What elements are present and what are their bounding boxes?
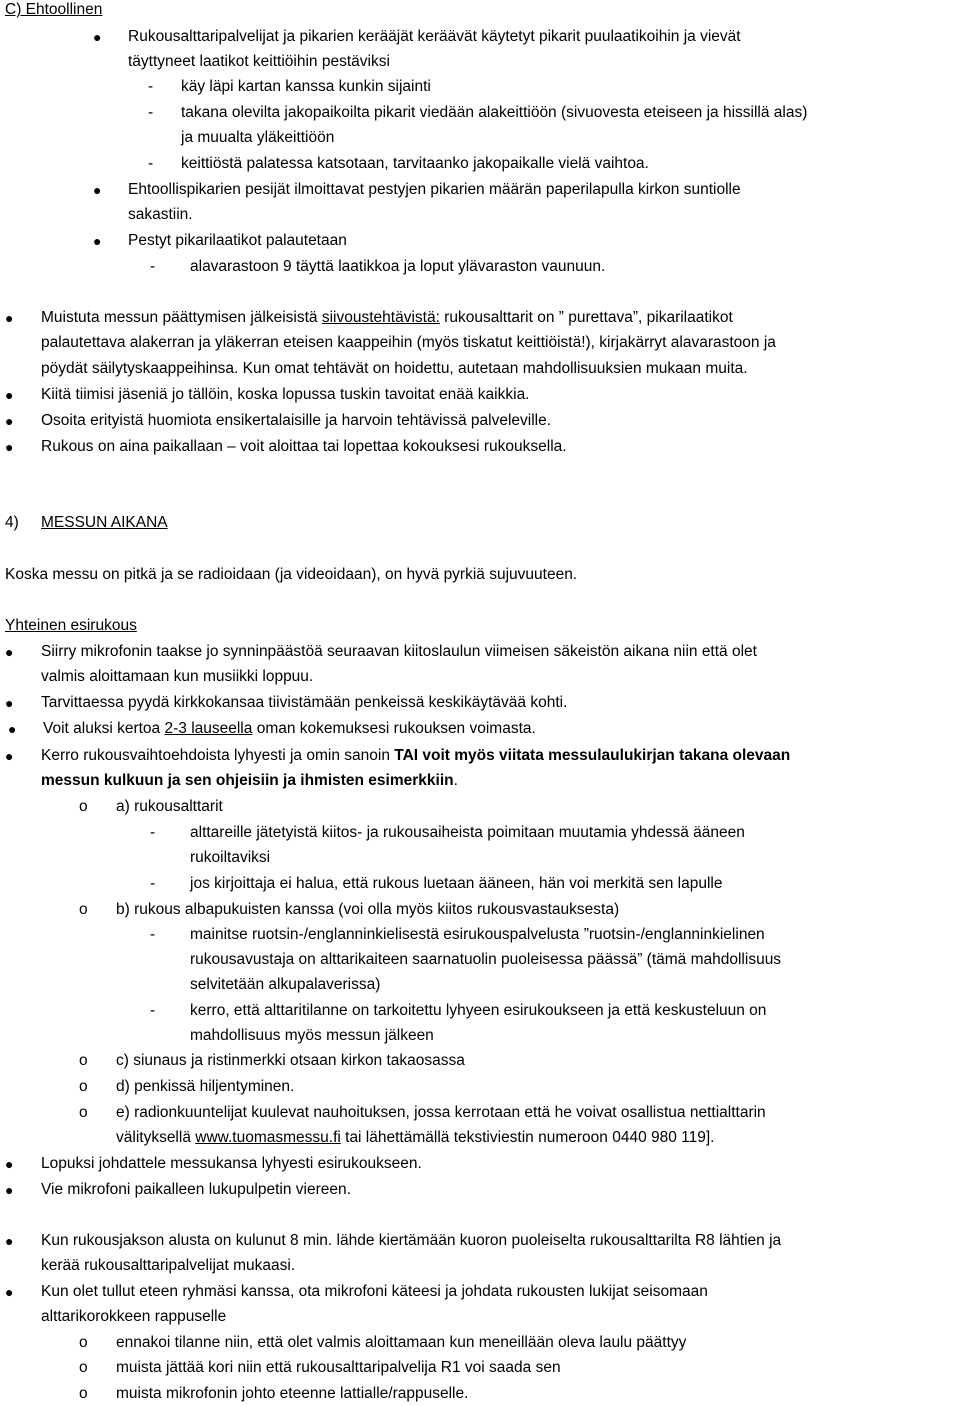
list-item: e) radionkuuntelijat kuulevat nauhoituksen, jossa kerrotaan että he voivat osallistua nettialttarin [116, 1104, 766, 1121]
list-item: käy läpi kartan kanssa kunkin sijainti [181, 78, 431, 95]
paragraph-line: Ehtoollispikarien pesijät ilmoittavat pestyjen pikarien määrän paperilapulla kirkon suntiolle [128, 181, 741, 198]
list-item: mainitse ruotsin-/englanninkielisestä esirukouspalvelusta ”ruotsin-/englanninkielinen [190, 926, 765, 943]
o-marker: o [79, 1104, 88, 1121]
list-item: kerro, että alttaritilanne on tarkoitettu lyhyeen esirukoukseen ja että keskusteluun on [190, 1002, 767, 1019]
list-item: ja muualta yläkeittiöön [181, 129, 335, 146]
section-number: 4) [5, 514, 19, 531]
list-item: jos kirjoittaja ei halua, että rukous luetaan ääneen, hän voi merkitä sen lapulle [190, 875, 723, 892]
bullet-icon: ● [5, 439, 14, 455]
paragraph-line: Siirry mikrofonin taakse jo synninpäästöä seuraavan kiitoslaulun viimeisen säkeistön aikana niin että olet [41, 643, 757, 660]
list-item: alavarastoon 9 täyttä laatikkoa ja loput ylävaraston vaunuun. [190, 258, 606, 275]
list-item: rukoiltaviksi [190, 849, 271, 866]
paragraph-line: Pestyt pikarilaatikot palautetaan [128, 232, 347, 249]
paragraph-line: Kun rukousjakson alusta on kulunut 8 min. lähde kiertämään kuoron puoleiselta rukousalttarilta R8 lähtien ja [41, 1232, 782, 1249]
list-item: selvitetään alkupalaverissa) [190, 976, 381, 993]
o-marker: o [79, 901, 88, 918]
bullet-icon: ● [5, 413, 14, 429]
dash-marker: - [150, 824, 156, 841]
paragraph-line: messun kulkuun ja sen ohjeisiin ja ihmisten esimerkkiin. [41, 772, 458, 789]
paragraph-line: täyttyneet laatikot keittiöihin pestäviksi [128, 53, 390, 70]
dash-marker: - [148, 155, 154, 172]
bullet-icon: ● [5, 310, 14, 326]
dash-marker: - [148, 104, 154, 121]
list-item: välityksellä www.tuomasmessu.fi tai lähettämällä tekstiviestin numeroon 0440 980 119]. [116, 1129, 715, 1146]
o-marker: o [79, 1334, 88, 1351]
bullet-icon: ● [5, 695, 14, 711]
list-item: c) siunaus ja ristinmerkki otsaan kirkon takaosassa [116, 1052, 465, 1069]
paragraph-line: Rukous on aina paikallaan – voit aloittaa tai lopettaa kokouksesi rukouksella. [41, 438, 567, 455]
list-item: b) rukous albapukuisten kanssa (voi olla myös kiitos rukousvastauksesta) [116, 901, 620, 918]
paragraph-line: kerää rukousalttaripalvelijat mukaasi. [41, 1257, 296, 1274]
list-item: rukousavustaja on alttarikaiteen saarnatuolin puoleisessa päässä” (tämä mahdollisuus [190, 951, 782, 968]
paragraph-line: palautettava alakerran ja yläkerran eteisen kaappeihin (myös tiskatut keittiöistä!), kirjakärryt alavarastoon ja [41, 334, 776, 351]
section-title: MESSUN AIKANA [41, 514, 168, 531]
paragraph-line: Kerro rukousvaihtoehdoista lyhyesti ja omin sanoin TAI voit myös viitata messulaulukirjan takana olevaan [41, 747, 791, 764]
subheading: Yhteinen esirukous [5, 617, 137, 634]
paragraph-line: Vie mikrofoni paikalleen lukupulpetin viereen. [41, 1181, 351, 1198]
bullet-icon: ● [8, 721, 17, 737]
list-item: alttareille jätetyistä kiitos- ja rukousaiheista poimitaan muutamia yhdessä ääneen [190, 824, 745, 841]
bullet-icon: ● [93, 29, 102, 45]
paragraph-line: Lopuksi johdattele messukansa lyhyesti esirukoukseen. [41, 1155, 422, 1172]
paragraph-line: Voit aluksi kertoa 2-3 lauseella oman kokemuksesi rukouksen voimasta. [43, 720, 536, 737]
cleanup-tasks-underlined: siivoustehtävistä: [321, 309, 440, 326]
bullet-icon: ● [5, 1182, 14, 1198]
list-item: takana olevilta jakopaikoilta pikarit viedään alakeittiöön (sivuovesta eteiseen ja hissillä alas) [181, 104, 808, 121]
bullet-icon: ● [5, 1284, 14, 1300]
o-marker: o [79, 1078, 88, 1095]
o-marker: o [79, 1385, 88, 1402]
bullet-icon: ● [5, 1233, 14, 1249]
section-c-heading: C) Ehtoollinen [5, 1, 103, 18]
list-item: d) penkissä hiljentyminen. [116, 1078, 295, 1095]
paragraph-line: Kun olet tullut eteen ryhmäsi kanssa, ota mikrofoni käteesi ja johdata rukousten lukijat seisomaan [41, 1283, 708, 1300]
paragraph-line: Muistuta messun päättymisen jälkeisistä siivoustehtävistä: rukousalttarit on ” purettava”, pikarilaatikot [41, 309, 733, 326]
dash-marker: - [150, 926, 156, 943]
list-item: muista jättää kori niin että rukousalttaripalvelija R1 voi saada sen [116, 1359, 561, 1376]
bullet-icon: ● [5, 1156, 14, 1172]
list-item: muista mikrofonin johto eteenne lattialle/rappuselle. [116, 1385, 469, 1402]
bullet-icon: ● [5, 644, 14, 660]
paragraph-line: Kiitä tiimisi jäseniä jo tällöin, koska lopussa tuskin tavoitat enää kaikkia. [41, 386, 530, 403]
website-link[interactable]: www.tuomasmessu.fi [195, 1129, 341, 1146]
list-item: keittiöstä palatessa katsotaan, tarvitaanko jakopaikalle vielä vaihtoa. [181, 155, 649, 172]
paragraph-line: alttarikorokkeen rappuselle [41, 1308, 227, 1325]
paragraph-line: Koska messu on pitkä ja se radioidaan (ja videoidaan), on hyvä pyrkiä sujuvuuteen. [5, 566, 578, 583]
paragraph-line: valmis aloittamaan kun musiikki loppuu. [41, 668, 314, 685]
bullet-icon: ● [5, 387, 14, 403]
paragraph-line: sakastiin. [128, 206, 193, 223]
paragraph-line: Rukousalttaripalvelijat ja pikarien kerääjät keräävät käytetyt pikarit puulaatikoihin ja vievät [128, 28, 741, 45]
bullet-icon: ● [93, 182, 102, 198]
list-item: mahdollisuus myös messun jälkeen [190, 1027, 434, 1044]
dash-marker: - [150, 1002, 156, 1019]
paragraph-line: Tarvittaessa pyydä kirkkokansaa tiivistämään penkeissä keskikäytävää kohti. [41, 694, 568, 711]
paragraph-line: Osoita erityistä huomiota ensikertalaisille ja harvoin tehtävissä palveleville. [41, 412, 552, 429]
bullet-icon: ● [93, 233, 102, 249]
list-item: a) rukousalttarit [116, 798, 223, 815]
dash-marker: - [150, 875, 156, 892]
o-marker: o [79, 798, 88, 815]
paragraph-line: pöydät säilytyskaappeihinsa. Kun omat tehtävät on hoidettu, autetaan mahdollisuuksien mukaan muita. [41, 360, 748, 377]
dash-marker: - [148, 78, 154, 95]
o-marker: o [79, 1052, 88, 1069]
dash-marker: - [150, 258, 156, 275]
o-marker: o [79, 1359, 88, 1376]
bullet-icon: ● [5, 748, 14, 764]
sentences-underlined: 2-3 lauseella [164, 720, 253, 737]
list-item: ennakoi tilanne niin, että olet valmis aloittamaan kun meneillään oleva laulu päättyy [116, 1334, 687, 1351]
